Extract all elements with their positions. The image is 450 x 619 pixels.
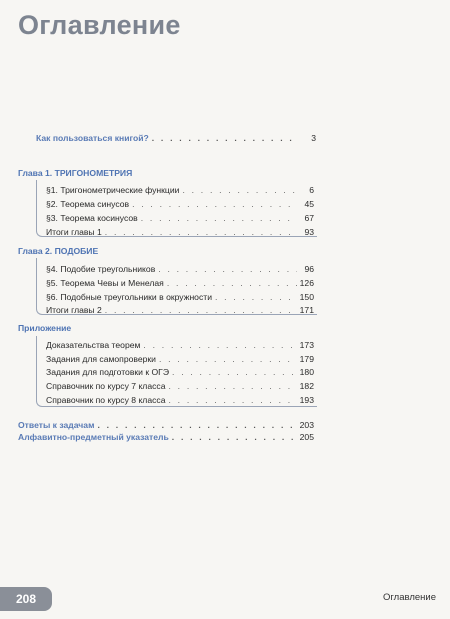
toc-entry-page: 171	[299, 305, 314, 315]
dot-leader	[168, 379, 296, 393]
toc-entry[interactable]	[46, 365, 314, 379]
chapter-1-heading[interactable]: Глава 1. ТРИГОНОМЕТРИЯ	[18, 168, 133, 178]
dot-leader	[172, 430, 297, 444]
toc-entry-label: Задания для самопроверки	[46, 354, 156, 364]
toc-entry-label: Доказательства теорем	[46, 340, 141, 350]
toc-entry[interactable]	[46, 352, 314, 366]
toc-entry[interactable]	[46, 211, 314, 225]
toc-entry-label: §3. Теорема косинусов	[46, 213, 138, 223]
toc-entry-page: 3	[311, 133, 316, 143]
toc-entry-page: 193	[299, 395, 314, 405]
toc-entry[interactable]	[46, 393, 314, 407]
dot-leader	[152, 131, 299, 145]
toc-entry[interactable]	[46, 197, 314, 211]
toc-entry-label: §5. Теорема Чевы и Менелая	[46, 278, 164, 288]
toc-entry-label: §1. Тригонометрические функции	[46, 185, 180, 195]
toc-entry[interactable]	[46, 225, 314, 239]
toc-entry-label: §4. Подобие треугольников	[46, 264, 156, 274]
running-footer: Оглавление	[383, 592, 436, 603]
toc-entry-page: 67	[304, 213, 314, 223]
toc-entry-intro[interactable]	[36, 131, 316, 145]
dot-leader	[172, 365, 297, 379]
toc-entry-page: 45	[304, 199, 314, 209]
toc-entry-page: 96	[304, 264, 314, 274]
toc-entry[interactable]	[46, 290, 314, 304]
appendix-heading[interactable]: Приложение	[18, 323, 72, 333]
chapter-2-heading[interactable]: Глава 2. ПОДОБИЕ	[18, 246, 99, 256]
toc-entry-page: 173	[299, 340, 314, 350]
toc-entry-page: 126	[299, 278, 314, 288]
page-title: Оглавление	[18, 10, 181, 40]
toc-entry-label: Ответы к задачам	[18, 420, 95, 430]
dot-leader	[168, 393, 296, 407]
toc-entry-page: 182	[299, 381, 314, 391]
toc-entry-label: §6. Подобные треугольники в окружности	[46, 292, 212, 302]
toc-entry-page: 93	[304, 227, 314, 237]
toc-entry-page: 6	[309, 185, 314, 195]
dot-leader	[182, 183, 297, 197]
dot-leader	[105, 225, 297, 239]
dot-leader	[105, 303, 297, 317]
dot-leader	[158, 262, 297, 276]
dot-leader	[167, 276, 297, 290]
dot-leader	[143, 338, 296, 352]
toc-entry-label: Алфавитно-предметный указатель	[18, 432, 169, 442]
toc-entry-page: 205	[299, 432, 314, 442]
toc-entry-page: 150	[299, 292, 314, 302]
dot-leader	[215, 290, 297, 304]
dot-leader	[132, 197, 297, 211]
toc-entry-page: 203	[299, 420, 314, 430]
toc-entry[interactable]	[46, 379, 314, 393]
toc-entry[interactable]	[46, 276, 314, 290]
toc-entry-label: Задания для подготовки к ОГЭ	[46, 367, 170, 377]
dot-leader	[159, 352, 297, 366]
dot-leader	[141, 211, 297, 225]
toc-entry-label: Итоги главы 2	[46, 305, 102, 315]
toc-entry-label: §2. Теорема синусов	[46, 199, 130, 209]
toc-entry-label: Как пользоваться книгой?	[36, 133, 149, 143]
toc-entry[interactable]	[46, 338, 314, 352]
toc-entry-page: 180	[299, 367, 314, 377]
toc-entry[interactable]	[46, 183, 314, 197]
toc-entry-label: Справочник по курсу 8 класса	[46, 395, 166, 405]
toc-entry-index[interactable]	[18, 430, 314, 444]
toc-entry-label: Справочник по курсу 7 класса	[46, 381, 166, 391]
toc-entry[interactable]	[46, 303, 314, 317]
page-number-tab: 208	[0, 587, 52, 611]
toc-entry-page: 179	[299, 354, 314, 364]
toc-entry[interactable]	[46, 262, 314, 276]
toc-entry-label: Итоги главы 1	[46, 227, 102, 237]
